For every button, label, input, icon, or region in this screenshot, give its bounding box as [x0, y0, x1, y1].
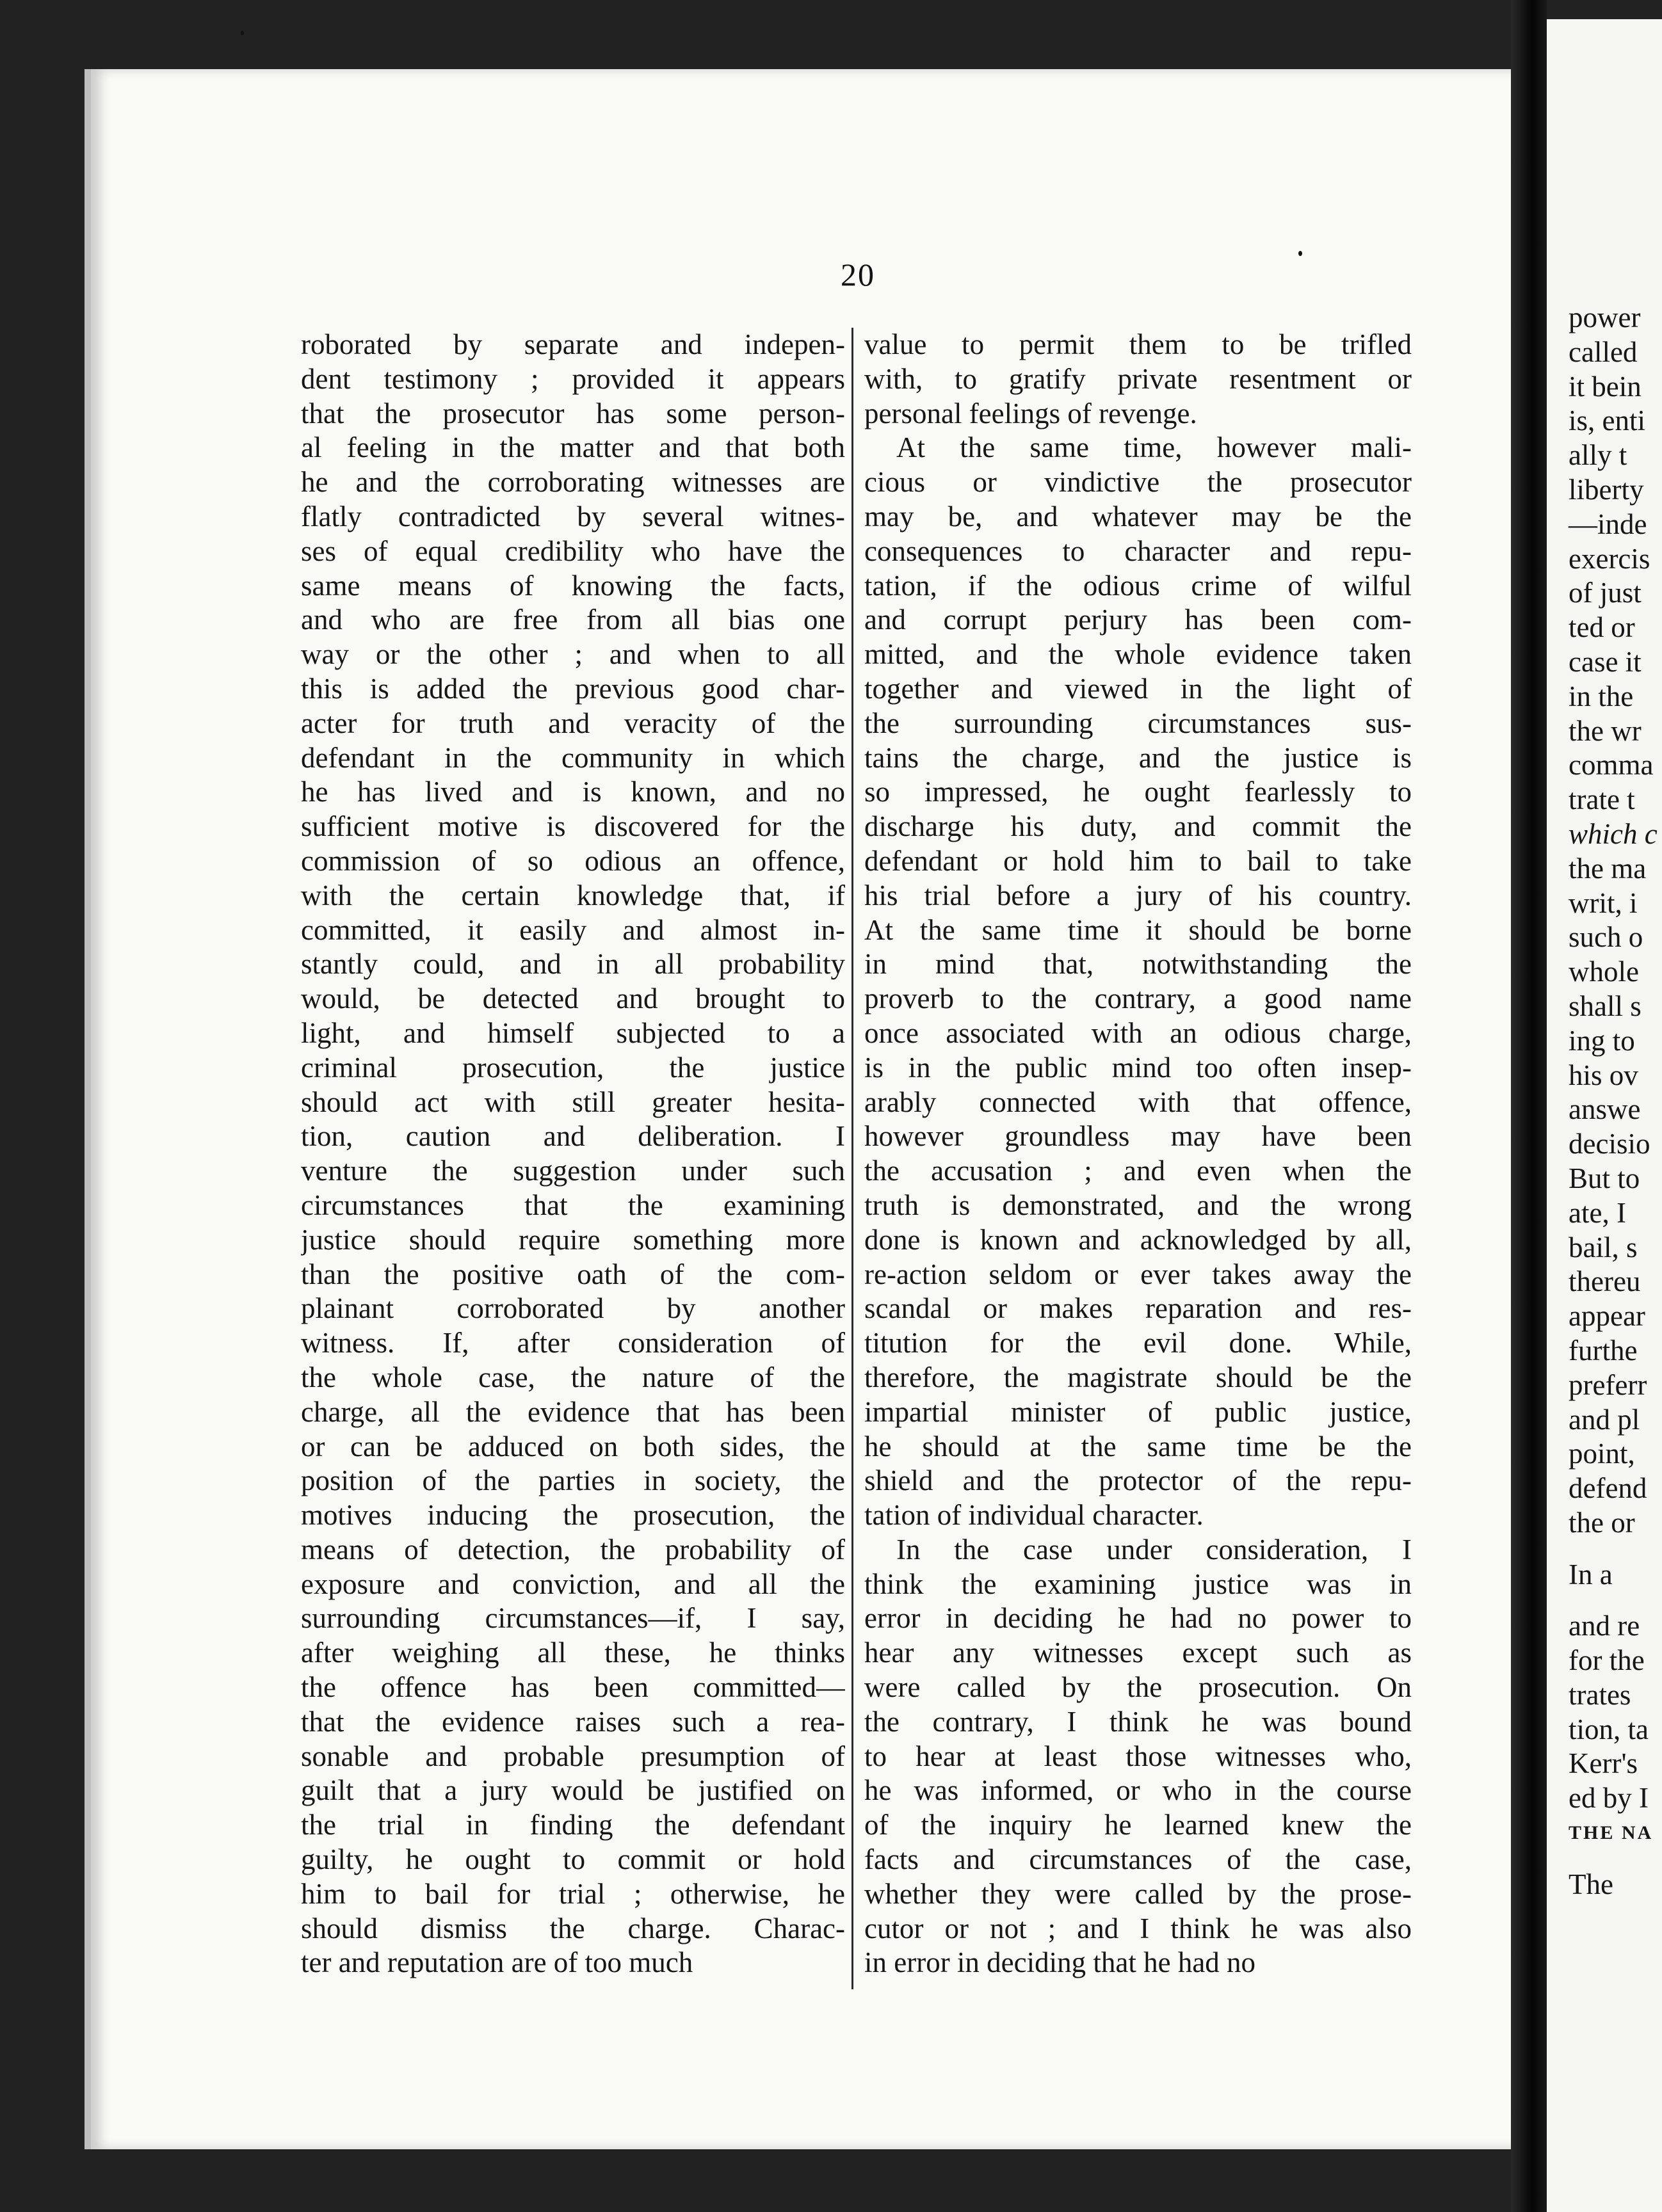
text-line: tains the charge, and the justice is — [864, 741, 1412, 774]
text-line: sufficient motive is discovered for the — [301, 810, 845, 843]
text-line: should dismiss the charge. Charac- — [301, 1912, 845, 1944]
fragment-line: defend — [1569, 1472, 1647, 1505]
text-line: defendant or hold him to bail to take — [864, 844, 1412, 877]
fragment-line: which c — [1569, 817, 1658, 850]
fragment-line: the or — [1569, 1506, 1635, 1539]
adjacent-page-text — [1569, 301, 1662, 1919]
text-line: he should at the same time be the — [864, 1430, 1412, 1463]
text-line: would, be detected and brought to — [301, 982, 845, 1015]
ink-speck — [1298, 251, 1302, 256]
fragment-line: writ, i — [1569, 886, 1638, 919]
text-line: the whole case, the nature of the — [301, 1361, 845, 1393]
text-line: him to bail for trial ; otherwise, he — [301, 1877, 845, 1910]
fragment-line: —inde — [1569, 508, 1647, 540]
text-line: that the evidence raises such a rea- — [301, 1705, 845, 1738]
text-line: motives inducing the prosecution, the — [301, 1499, 845, 1532]
text-line: value to permit them to be trifled — [864, 328, 1412, 360]
text-line: think the examining justice was in — [864, 1567, 1412, 1600]
text-line: of the inquiry he learned knew the — [864, 1809, 1412, 1841]
text-line: than the positive oath of the com- — [301, 1258, 845, 1290]
text-line: acter for truth and veracity of the — [301, 707, 845, 739]
text-line: circumstances that the examining — [301, 1189, 845, 1221]
text-line: venture the suggestion under such — [301, 1155, 845, 1187]
text-line: after weighing all these, he thinks — [301, 1637, 845, 1669]
fragment-line: But to — [1569, 1162, 1640, 1194]
fragment-line: is, enti — [1569, 405, 1645, 437]
text-line: tion, caution and deliberation. I — [301, 1120, 845, 1153]
text-line: scandal or makes reparation and res- — [864, 1292, 1412, 1325]
fragment-line: ed by I — [1569, 1782, 1649, 1815]
text-line: or can be adduced on both sides, the — [301, 1430, 845, 1463]
fragment-line: point, — [1569, 1438, 1635, 1470]
text-line: proverb to the contrary, a good name — [864, 982, 1412, 1015]
text-line: criminal prosecution, the justice — [301, 1051, 845, 1084]
fragment-line: for the — [1569, 1644, 1645, 1677]
text-line: way or the other ; and when to all — [301, 638, 845, 671]
fragment-line: answe — [1569, 1093, 1641, 1126]
text-line: were called by the prosecution. On — [864, 1671, 1412, 1704]
fragment-line: power — [1569, 301, 1641, 333]
text-line: truth is demonstrated, and the wrong — [864, 1189, 1412, 1221]
fragment-line: The — [1569, 1868, 1613, 1900]
text-line: justice should require something more — [301, 1223, 845, 1256]
text-line: flatly contradicted by several witnes- — [301, 500, 845, 533]
fragment-line: shall s — [1569, 990, 1642, 1022]
fragment-line: his ov — [1569, 1059, 1638, 1091]
text-line: with, to gratify private resentment or — [864, 362, 1412, 395]
text-line: done is known and acknowledged by all, — [864, 1223, 1412, 1256]
fragment-line: THE NA — [1569, 1822, 1654, 1844]
text-line: roborated by separate and indepen- — [301, 328, 845, 360]
fragment-line: and re — [1569, 1610, 1640, 1642]
text-line: once associated with an odious charge, — [864, 1016, 1412, 1049]
text-line: light, and himself subjected to a — [301, 1016, 845, 1049]
text-line: therefore, the magistrate should be the — [864, 1361, 1412, 1393]
text-line: the contrary, I think he was bound — [864, 1705, 1412, 1738]
book-gutter — [1511, 0, 1547, 2212]
fragment-line: ted or — [1569, 611, 1635, 644]
fragment-line: ate, I — [1569, 1196, 1626, 1229]
text-line: means of detection, the probability of — [301, 1533, 845, 1566]
right-text-column — [864, 328, 1412, 1980]
text-line: al feeling in the matter and that both — [301, 431, 845, 464]
text-line: facts and circumstances of the case, — [864, 1843, 1412, 1876]
text-line: guilty, he ought to commit or hold — [301, 1843, 845, 1876]
text-line: and who are free from all bias one — [301, 604, 845, 636]
text-line: shield and the protector of the repu- — [864, 1464, 1412, 1497]
fragment-line: the ma — [1569, 852, 1647, 885]
text-line: the offence has been committed— — [301, 1671, 845, 1704]
text-line: may be, and whatever may be the — [864, 500, 1412, 533]
fragment-line: of just — [1569, 577, 1642, 609]
text-line: arably connected with that offence, — [864, 1086, 1412, 1118]
text-line: ses of equal credibility who have the — [301, 534, 845, 567]
text-line: commission of so odious an offence, — [301, 844, 845, 877]
text-line: however groundless may have been — [864, 1120, 1412, 1153]
text-line: cious or vindictive the prosecutor — [864, 466, 1412, 499]
fragment-line: thereu — [1569, 1265, 1641, 1298]
fragment-line: in the — [1569, 680, 1634, 712]
text-line: so impressed, he ought fearlessly to — [864, 776, 1412, 808]
text-line: same means of knowing the facts, — [301, 569, 845, 602]
fragment-line: furthe — [1569, 1334, 1638, 1366]
fragment-line: whole — [1569, 956, 1639, 988]
text-line: and corrupt perjury has been com- — [864, 604, 1412, 636]
ink-speck — [241, 31, 244, 35]
fragment-line: ally t — [1569, 439, 1627, 472]
text-line: personal feelings of revenge. — [864, 397, 1197, 429]
text-line: titution for the evil done. While, — [864, 1327, 1412, 1359]
text-line: mitted, and the whole evidence taken — [864, 638, 1412, 671]
text-line: to hear at least those witnesses who, — [864, 1740, 1412, 1772]
text-line: stantly could, and in all probability — [301, 948, 845, 981]
text-line: impartial minister of public justice, — [864, 1395, 1412, 1428]
text-line: together and viewed in the light of — [864, 672, 1412, 705]
fragment-line: tion, ta — [1569, 1713, 1649, 1745]
text-line: cutor or not ; and I think he was also — [864, 1912, 1412, 1944]
text-line: consequences to character and repu- — [864, 534, 1412, 567]
fragment-line: In a — [1569, 1558, 1613, 1591]
text-line: witness. If, after consideration of — [301, 1327, 845, 1359]
fragment-line: trate t — [1569, 783, 1635, 816]
fragment-line: and pl — [1569, 1403, 1640, 1436]
fragment-line: exercis — [1569, 542, 1650, 575]
text-line: re-action seldom or ever takes away the — [864, 1258, 1412, 1290]
text-line: charge, all the evidence that has been — [301, 1395, 845, 1428]
text-line: with the certain knowledge that, if — [301, 879, 845, 911]
fragment-line: called — [1569, 335, 1638, 368]
text-line: sonable and probable presumption of — [301, 1740, 845, 1772]
text-line: is in the public mind too often insep- — [864, 1051, 1412, 1084]
text-line: the trial in finding the defendant — [301, 1809, 845, 1841]
fragment-line: liberty — [1569, 473, 1644, 506]
fragment-line: ing to — [1569, 1024, 1635, 1057]
text-line: dent testimony ; provided it appears — [301, 362, 845, 395]
text-line: defendant in the community in which — [301, 741, 845, 774]
text-line: in error in deciding that he had no — [864, 1946, 1256, 1979]
text-line: he was informed, or who in the course — [864, 1774, 1412, 1807]
fragment-line: bail, s — [1569, 1231, 1638, 1263]
text-line: he and the corroborating witnesses are — [301, 466, 845, 499]
fragment-line: comma — [1569, 749, 1654, 781]
text-line: the accusation ; and even when the — [864, 1155, 1412, 1187]
fragment-line: preferr — [1569, 1368, 1647, 1401]
column-divider — [851, 328, 853, 1989]
fragment-line: the wr — [1569, 714, 1642, 747]
text-line: the surrounding circumstances sus- — [864, 707, 1412, 739]
text-line: should act with still greater hesita- — [301, 1086, 845, 1118]
text-line: guilt that a jury would be justified on — [301, 1774, 845, 1807]
page-number: 20 — [841, 257, 875, 293]
text-line: At the same time, however mali- — [896, 431, 1412, 464]
text-line: At the same time it should be borne — [864, 913, 1412, 946]
text-line: hear any witnesses except such as — [864, 1637, 1412, 1669]
text-line: committed, it easily and almost in- — [301, 913, 845, 946]
fragment-line: trates — [1569, 1678, 1631, 1711]
fragment-line: it bein — [1569, 370, 1642, 403]
text-line: position of the parties in society, the — [301, 1464, 845, 1497]
text-line: exposure and conviction, and all the — [301, 1567, 845, 1600]
text-line: error in deciding he had no power to — [864, 1602, 1412, 1635]
fragment-line: Kerr's — [1569, 1747, 1638, 1780]
text-line: whether they were called by the prose- — [864, 1877, 1412, 1910]
text-line: his trial before a jury of his country. — [864, 879, 1412, 911]
text-line: tation of individual character. — [864, 1499, 1204, 1532]
text-line: In the case under consideration, I — [896, 1533, 1412, 1566]
fragment-line: decisio — [1569, 1128, 1650, 1160]
left-text-column — [301, 328, 845, 1980]
text-line: tation, if the odious crime of wilful — [864, 569, 1412, 602]
text-line: that the prosecutor has some person- — [301, 397, 845, 429]
fragment-line: appear — [1569, 1300, 1645, 1333]
text-line: plainant corroborated by another — [301, 1292, 845, 1325]
fragment-line: case it — [1569, 645, 1642, 678]
text-line: in mind that, notwithstanding the — [864, 948, 1412, 981]
text-line: ter and reputation are of too much — [301, 1946, 693, 1979]
text-line: this is added the previous good char- — [301, 672, 845, 705]
text-line: discharge his duty, and commit the — [864, 810, 1412, 843]
text-line: he has lived and is known, and no — [301, 776, 845, 808]
fragment-line: such o — [1569, 921, 1643, 954]
text-line: surrounding circumstances—if, I say, — [301, 1602, 845, 1635]
